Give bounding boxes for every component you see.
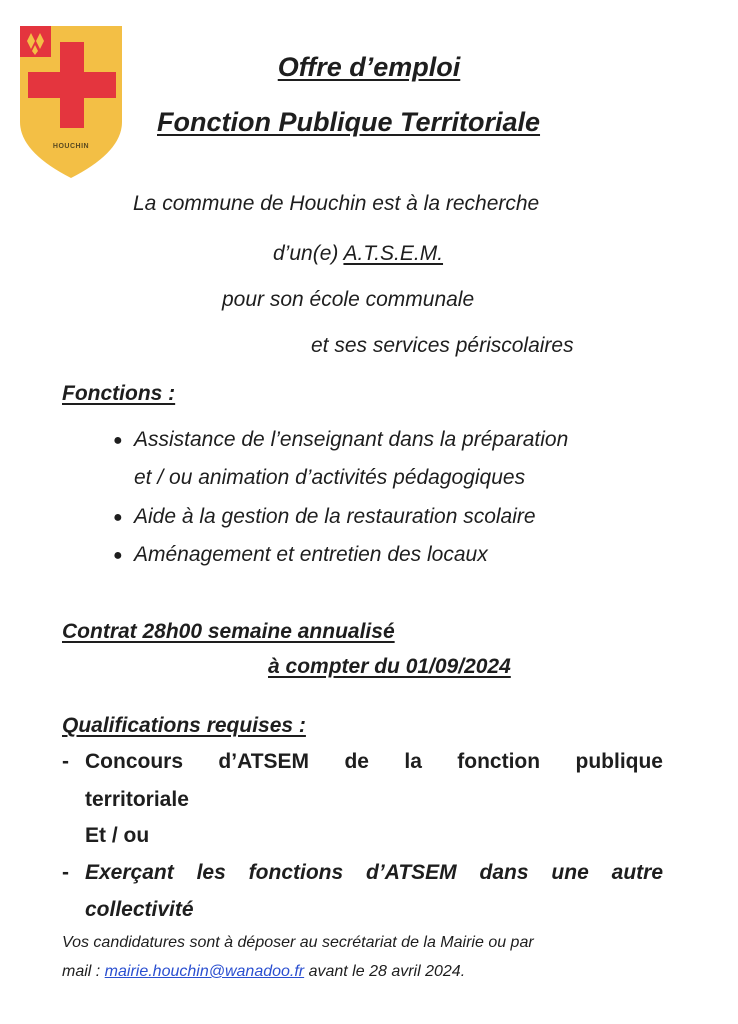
qualifications-heading: Qualifications requises : <box>62 714 306 737</box>
intro-line3: pour son école communale <box>222 288 475 311</box>
intro-line2-prefix: d’un(e) <box>273 242 344 265</box>
qual-dash-1: - <box>62 750 69 773</box>
footer-line2 <box>62 963 465 981</box>
intro-line2 <box>273 242 443 266</box>
footer-line1: Vos candidatures sont à déposer au secrétariat de la Mairie ou par <box>62 934 534 951</box>
qual-word: les <box>196 861 226 884</box>
fonctions-heading: Fonctions : <box>62 382 176 405</box>
qual-word: Exerçant <box>85 861 174 884</box>
qual-word: de <box>344 750 369 773</box>
bullet-icon: ● <box>113 432 123 449</box>
bullet-icon: ● <box>113 509 123 526</box>
fonction-item2: Aide à la gestion de la restauration scolaire <box>134 505 536 528</box>
qual-item1-line2: territoriale <box>85 788 189 811</box>
page-title-line2: Fonction Publique Territoriale <box>157 107 541 137</box>
intro-line4: et ses services périscolaires <box>311 334 574 357</box>
fonction-item1-line1: Assistance de l’enseignant dans la préparation <box>134 428 569 451</box>
qual-item1-line1 <box>85 750 663 774</box>
qual-item2-line2: collectivité <box>85 898 194 921</box>
crest-label: HOUCHIN <box>52 143 90 150</box>
qual-connector: Et / ou <box>85 824 150 847</box>
qual-word: Concours <box>85 750 184 773</box>
qual-item2-line1 <box>85 861 663 885</box>
qual-word: publique <box>575 750 663 773</box>
qual-word: d’ATSEM <box>218 750 310 773</box>
contrat-line1: Contrat 28h00 semaine annualisé <box>62 620 395 643</box>
page-title-line1: Offre d’emploi <box>277 52 461 82</box>
qual-word: autre <box>611 861 663 884</box>
email-link[interactable]: mairie.houchin@wanadoo.fr <box>104 963 305 980</box>
bullet-icon: ● <box>113 547 123 564</box>
qual-word: fonctions <box>248 861 344 884</box>
footer-mail-prefix: mail : <box>62 963 105 980</box>
qual-dash-2: - <box>62 861 69 884</box>
footer-deadline: avant le 28 avril 2024. <box>304 963 466 980</box>
qual-word: la <box>404 750 422 773</box>
intro-line1: La commune de Houchin est à la recherche <box>133 192 540 215</box>
qual-word: une <box>551 861 589 884</box>
intro-role: A.T.S.E.M. <box>343 242 444 265</box>
crest-shield-icon <box>18 24 124 180</box>
houchin-crest <box>18 24 124 180</box>
contrat-line2: à compter du 01/09/2024 <box>268 655 511 678</box>
qual-word: dans <box>479 861 529 884</box>
qual-word: fonction <box>457 750 541 773</box>
fonction-item3: Aménagement et entretien des locaux <box>134 543 488 566</box>
qual-word: d’ATSEM <box>366 861 457 884</box>
fonction-item1-line2: et / ou animation d’activités pédagogiques <box>134 466 526 489</box>
